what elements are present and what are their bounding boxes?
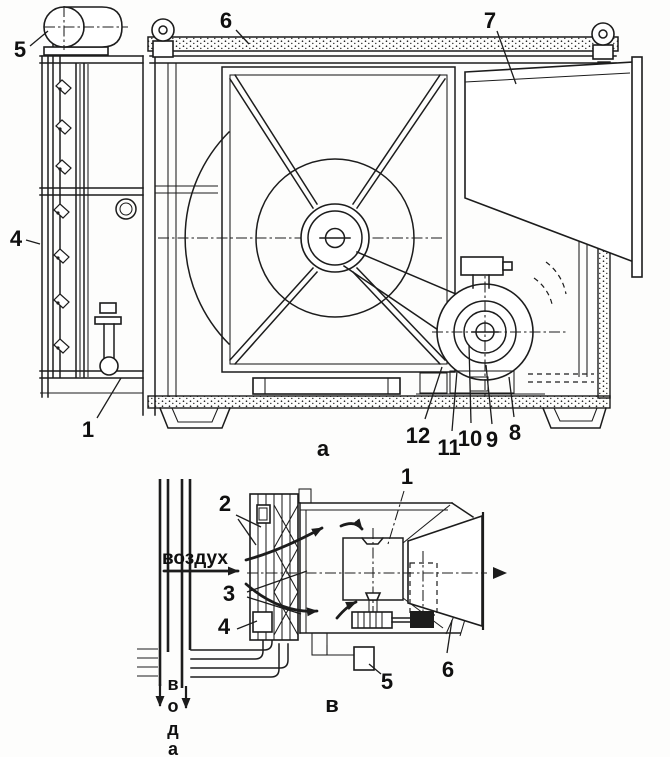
diagram-v-caption: в [325,692,339,717]
callout-v-4: 4 [217,614,231,639]
callout-v-3: 3 [222,581,236,606]
diagram-a-fan-heater-unit [10,6,642,461]
water-label-letter-4: а [167,739,179,757]
callout-v-2: 2 [218,491,232,516]
callout-v-6: 6 [441,657,455,682]
air-flow-label: воздух [162,548,228,569]
heater-block [250,494,298,640]
callout-v-1: 1 [400,464,414,489]
drain-valve [95,303,121,375]
thermostat-box [354,647,374,670]
water-label-letter-3: д [167,719,179,739]
lifting-eyebolt-left [152,19,174,57]
outlet-air-arrowhead [493,567,507,579]
callout-a-5: 5 [13,37,27,62]
heater-section [40,6,143,397]
water-label-letter-1: в [167,674,179,694]
callout-a-12: 12 [405,423,431,448]
callout-v-5: 5 [380,669,394,694]
callout-a-10: 10 [457,426,483,451]
callout-a-4: 4 [9,226,23,251]
callout-a-9: 9 [485,427,499,452]
diagram-a-caption: а [316,436,330,461]
callout-a-1: 1 [81,417,95,442]
callout-a-11: 11 [437,435,461,460]
callout-a-7: 7 [483,8,497,33]
diagram-v-airflow-scheme [137,464,507,757]
callout-a-6: 6 [219,8,233,33]
motor-terminal-box [461,257,503,275]
callout-a-8: 8 [508,420,522,445]
inspection-port [116,199,136,219]
lifting-eyebolt-right [592,23,614,59]
coupling-block [410,611,434,628]
pump-cylinder [44,6,128,50]
electric-motor [416,257,594,398]
water-label-letter-2: о [167,696,179,716]
outlet-diffuser [465,57,642,277]
